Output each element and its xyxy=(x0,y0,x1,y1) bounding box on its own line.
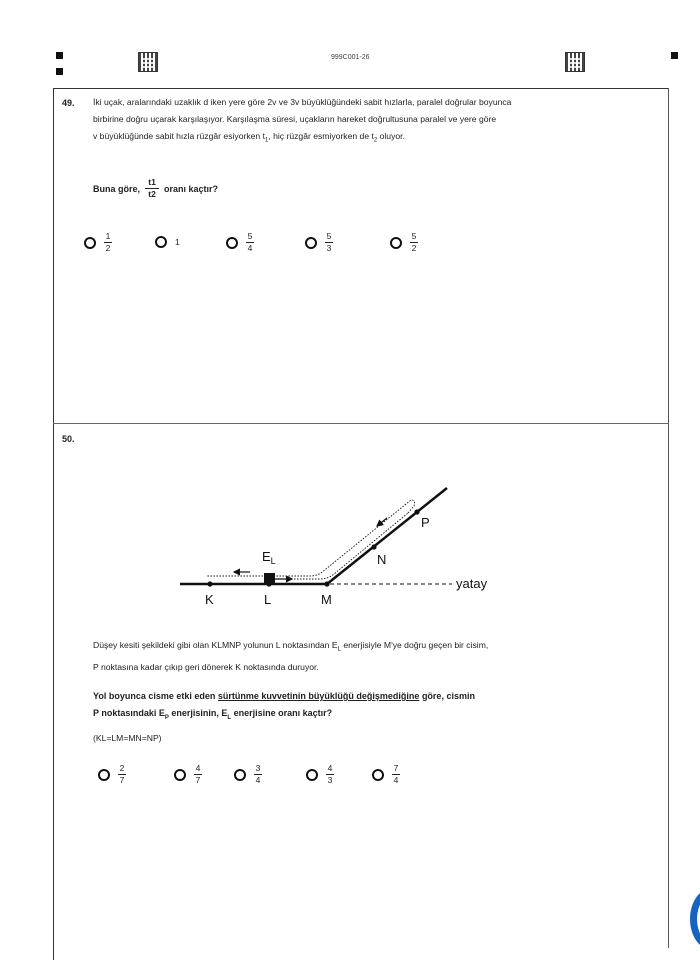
text: enerjisine oranı kaçtır? xyxy=(231,708,333,718)
label-k: K xyxy=(205,592,214,607)
bubble-icon[interactable] xyxy=(84,237,96,249)
denominator: 4 xyxy=(247,243,253,253)
answer-option-c[interactable] xyxy=(234,764,262,785)
question-49-line xyxy=(93,128,663,150)
option-value: 1 xyxy=(175,237,180,247)
numerator: 5 xyxy=(411,231,417,241)
question-50-text xyxy=(93,637,663,676)
subscript: 1 xyxy=(264,137,269,144)
registration-mark xyxy=(56,52,63,59)
text: enerjisiyle M'ye doğru geçen bir cisim, xyxy=(340,640,489,650)
denominator: 2 xyxy=(105,243,111,253)
numerator: 1 xyxy=(105,231,111,241)
label-l: L xyxy=(264,592,272,607)
text: oluyor. xyxy=(377,131,405,141)
prompt-text: Buna göre, xyxy=(93,183,141,194)
bubble-icon[interactable] xyxy=(305,237,317,249)
bubble-icon[interactable] xyxy=(306,769,318,781)
registration-mark xyxy=(671,52,678,59)
question-50-prompt xyxy=(93,688,663,727)
label-el: $E_L$ xyxy=(262,549,276,566)
question-49-text xyxy=(93,94,663,150)
text: P noktasındaki E xyxy=(93,708,165,718)
label-yatay: yatay xyxy=(456,576,488,591)
option-fraction xyxy=(104,232,112,253)
fraction-numerator: t1 xyxy=(148,177,156,187)
point-l xyxy=(266,581,271,586)
numerator: 5 xyxy=(326,231,332,241)
denominator: 3 xyxy=(326,243,332,253)
denominator: 4 xyxy=(255,775,261,785)
denominator: 4 xyxy=(393,775,399,785)
prompt-line xyxy=(93,688,663,705)
question-50-number: 50. xyxy=(62,434,75,444)
subscript: L xyxy=(227,714,232,721)
subscript: 2 xyxy=(373,137,378,144)
subscript: P xyxy=(164,714,169,721)
barcode-icon xyxy=(565,52,585,72)
point-n xyxy=(371,544,376,549)
label-p: P xyxy=(421,515,430,530)
numerator: 5 xyxy=(247,231,253,241)
label-n: N xyxy=(377,552,387,567)
subscript: L xyxy=(337,646,341,653)
frame-right xyxy=(668,88,669,948)
bubble-icon[interactable] xyxy=(155,236,167,248)
numerator: 4 xyxy=(195,763,201,773)
text: Yol boyunca cisme etki eden xyxy=(93,691,216,701)
bubble-icon[interactable] xyxy=(174,769,186,781)
denominator: 7 xyxy=(195,775,201,785)
question-49-line: İki uçak, aralarındaki uzaklık d iken yere göre 2v ve 3v büyüklüğündeki sabit hızlarla, paralel doğrular boyunca xyxy=(93,97,512,107)
option-fraction xyxy=(326,764,334,785)
point-m xyxy=(324,581,329,586)
option-fraction xyxy=(392,764,400,785)
return-arrow-incline xyxy=(377,518,387,526)
text: Düşey kesiti şekildeki gibi olan KLMNP yolunun L noktasından E xyxy=(93,640,338,650)
floating-button-edge[interactable] xyxy=(690,888,700,950)
text: enerjisinin, E xyxy=(168,708,228,718)
answer-option-a[interactable] xyxy=(98,764,126,785)
numerator: 7 xyxy=(393,763,399,773)
answer-option-a[interactable] xyxy=(84,232,112,253)
point-p xyxy=(414,509,419,514)
label-m: M xyxy=(321,592,332,607)
option-fraction xyxy=(325,232,333,253)
question-50-condition: (KL=LM=MN=NP) xyxy=(93,733,162,743)
incline-diagram xyxy=(170,480,530,615)
frame-left xyxy=(53,88,54,960)
option-fraction xyxy=(410,232,418,253)
option-fraction xyxy=(246,232,254,253)
underlined-text: sürtünme kuvvetinin büyüklüğü değişmediğine xyxy=(217,691,420,701)
prompt-line xyxy=(93,705,663,727)
question-49-line: birbirine doğru uçarak karşılaşıyor. Karşılaşma süresi, uçakların hareket doğrultusuna paralel ve yere göre xyxy=(93,114,497,124)
answer-option-c[interactable] xyxy=(226,232,254,253)
text: , hiç rüzgâr esmiyorken de t xyxy=(268,131,374,141)
bubble-icon[interactable] xyxy=(98,769,110,781)
numerator: 2 xyxy=(119,763,125,773)
prompt-text: oranı kaçtır? xyxy=(164,183,219,194)
forward-path xyxy=(270,513,408,579)
option-fraction xyxy=(118,764,126,785)
bubble-icon[interactable] xyxy=(226,237,238,249)
bubble-icon[interactable] xyxy=(390,237,402,249)
numerator: 3 xyxy=(255,763,261,773)
question-50-line xyxy=(93,637,663,659)
denominator: 2 xyxy=(411,243,417,253)
answer-option-d[interactable] xyxy=(306,764,334,785)
bubble-icon[interactable] xyxy=(234,769,246,781)
numerator: 4 xyxy=(327,763,333,773)
bubble-icon[interactable] xyxy=(372,769,384,781)
incline-track xyxy=(327,488,447,584)
question-49-prompt xyxy=(93,178,218,199)
answer-option-b[interactable] xyxy=(155,236,180,248)
fraction-denominator: t2 xyxy=(148,189,156,199)
booklet-code: 999C001-26 xyxy=(331,54,370,61)
registration-mark xyxy=(56,68,63,75)
answer-option-e[interactable] xyxy=(390,232,418,253)
option-fraction xyxy=(254,764,262,785)
answer-option-d[interactable] xyxy=(305,232,333,253)
question-divider xyxy=(53,423,669,424)
answer-option-b[interactable] xyxy=(174,764,202,785)
text: göre, cismin xyxy=(421,691,475,701)
point-k xyxy=(207,581,212,586)
option-fraction xyxy=(194,764,202,785)
barcode-icon xyxy=(138,52,158,72)
ratio-fraction xyxy=(145,178,159,199)
question-49-number: 49. xyxy=(62,98,75,108)
question-50-line: P noktasına kadar çıkıp geri dönerek K noktasında duruyor. xyxy=(93,661,319,672)
text: v büyüklüğünde sabit hızla rüzgâr esiyorken t xyxy=(93,131,265,141)
frame-top xyxy=(53,88,669,89)
answer-option-e[interactable] xyxy=(372,764,400,785)
denominator: 3 xyxy=(327,775,333,785)
denominator: 7 xyxy=(119,775,125,785)
